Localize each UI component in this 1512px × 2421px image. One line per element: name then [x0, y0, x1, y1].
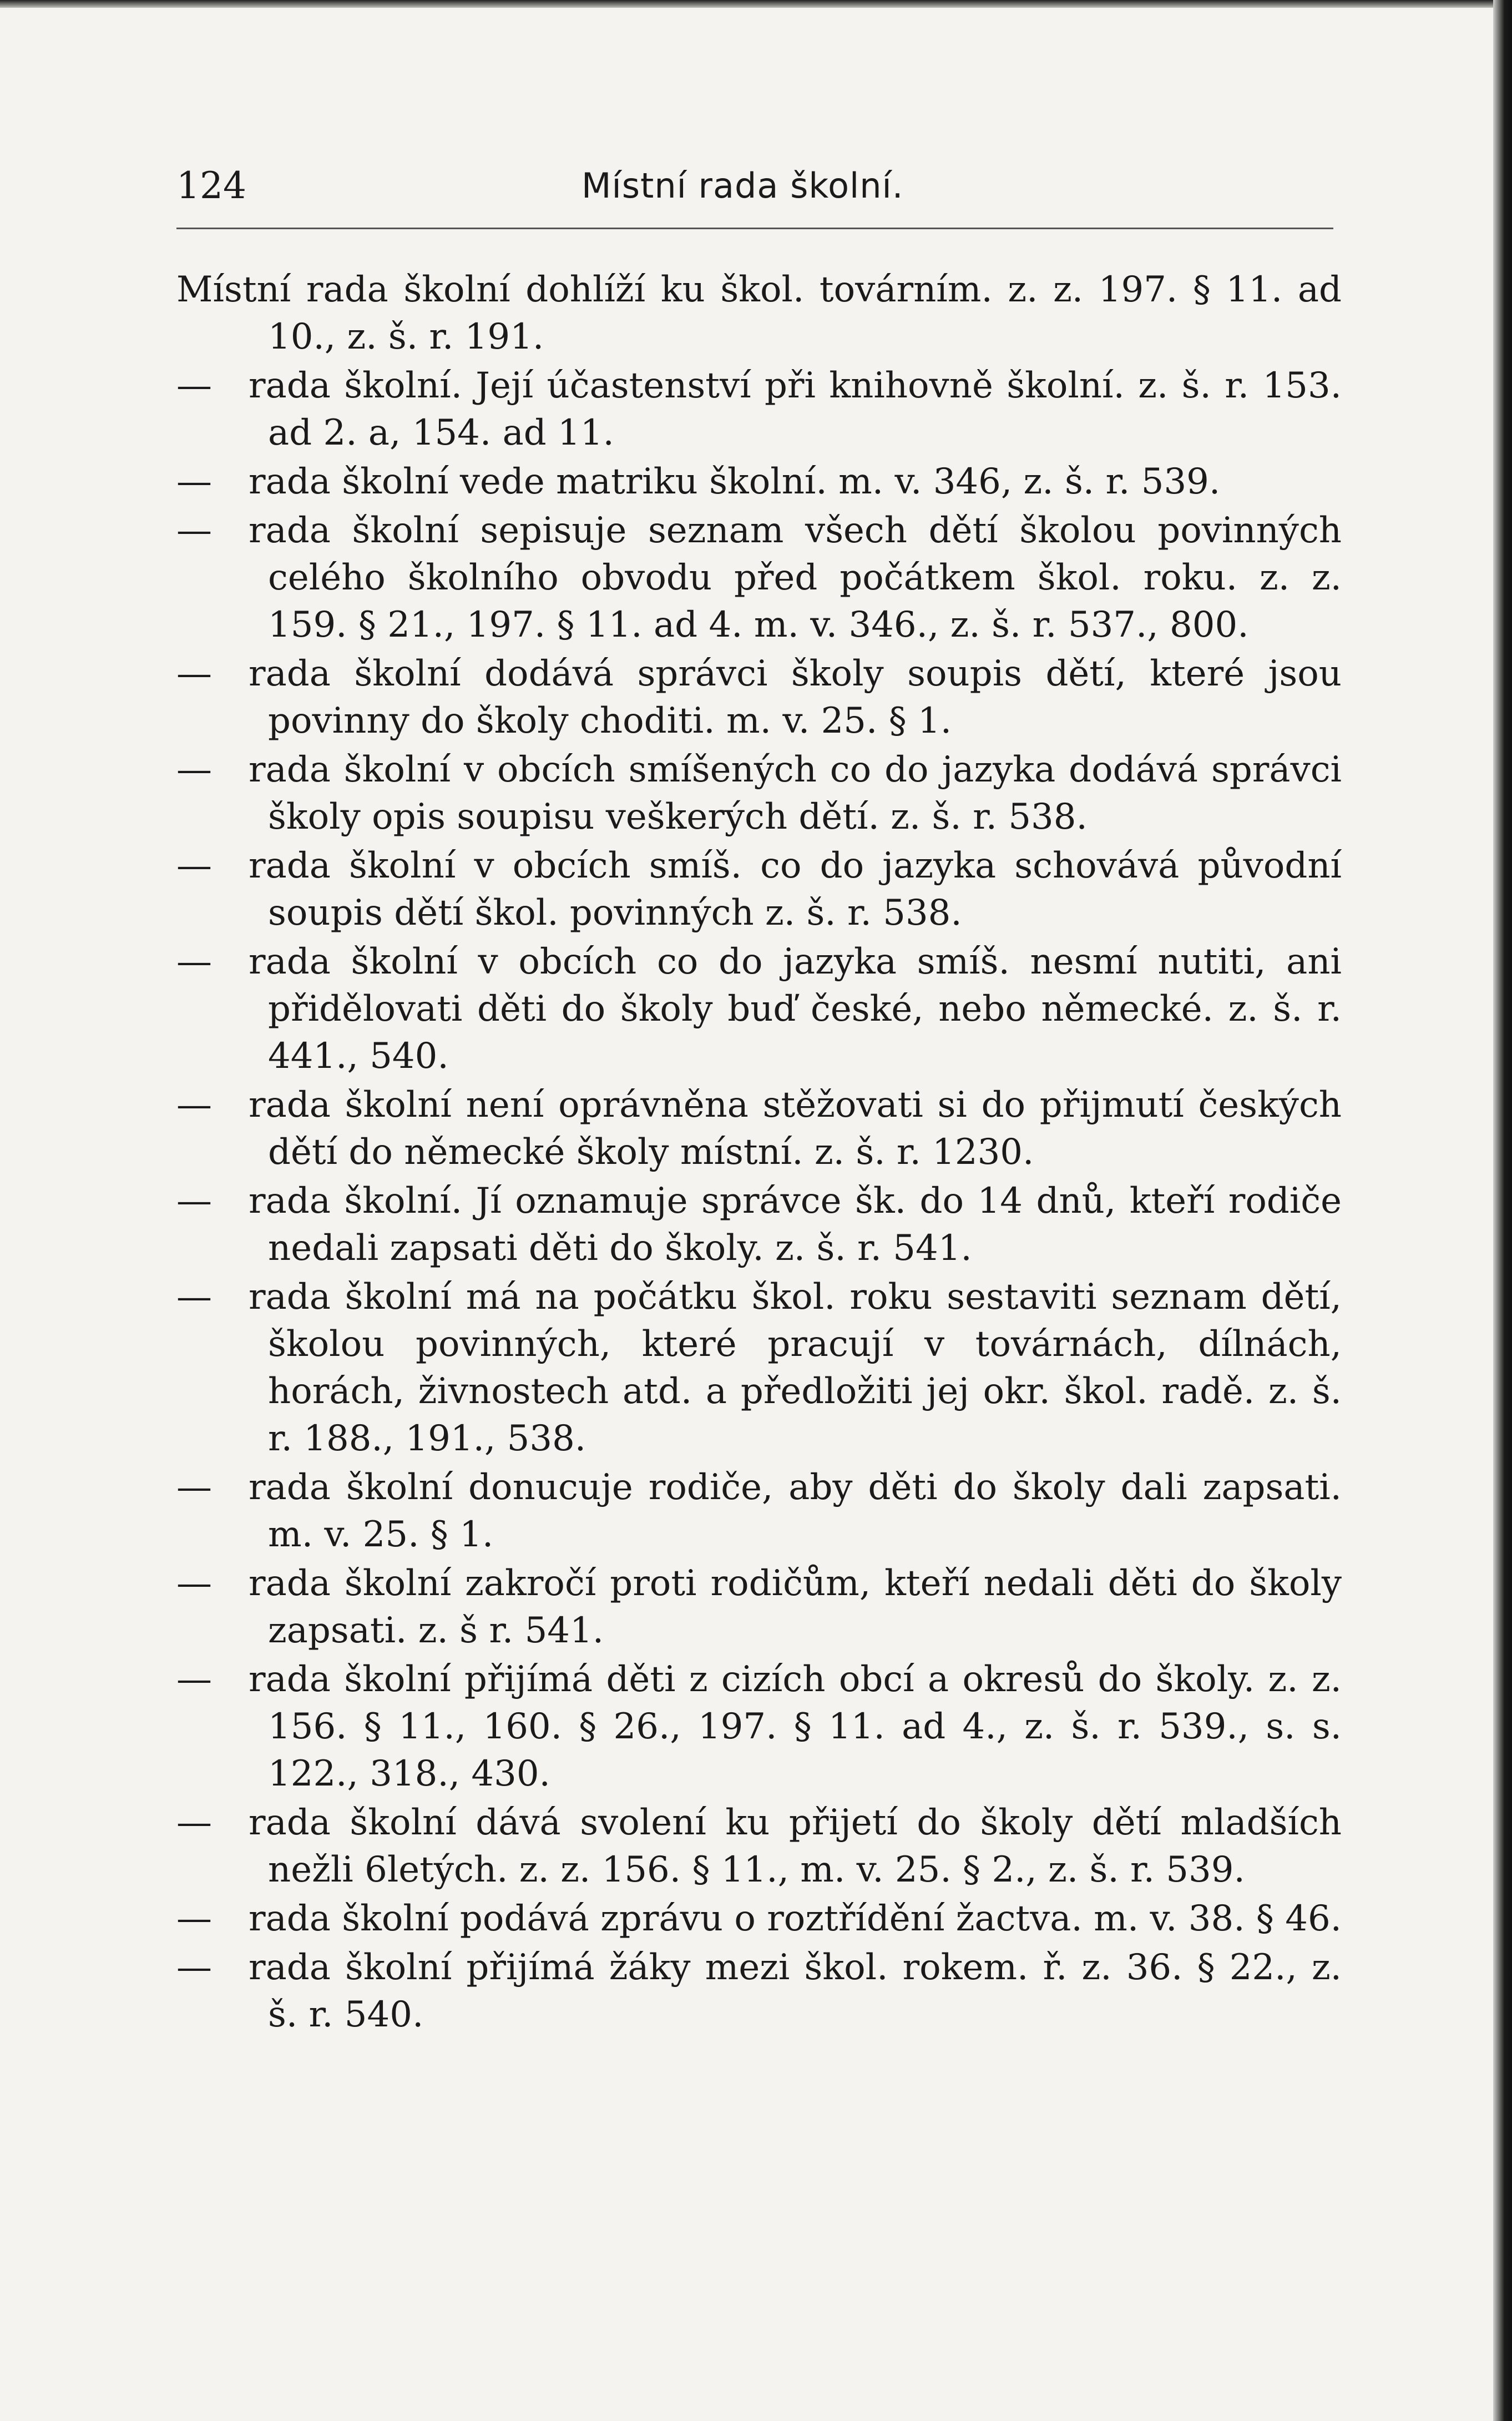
entry-dash: — — [176, 749, 212, 790]
entry-text: rada školní má na počátku škol. roku sestaviti seznam dětí, školou povinných, které pracují v továrnách, dílnách, horách, živnostech atd. a předložiti jej okr. škol. radě. z. š. r. 188., 191., 538. — [249, 1277, 1342, 1459]
entry-text: rada školní přijímá děti z cizích obcí a okresů do školy. z. z. 156. § 11., 160. § 26., 197. § 11. ad 4., z. š. r. 539., s. s. 122., 318., 430. — [249, 1659, 1342, 1794]
entry-text: rada školní. Jí oznamuje správce šk. do 14 dnů, kteří rodiče nedali zapsati děti do školy. z. š. r. 541. — [249, 1181, 1342, 1269]
entry-text: rada školní v obcích co do jazyka smíš. nesmí nutiti, ani přidělovati děti do školy buď české, nebo německé. z. š. r. 441., 540. — [249, 941, 1342, 1077]
entry-text: rada školní v obcích smíš. co do jazyka schovává původní soupis dětí škol. povinných z. š. r. 538. — [249, 845, 1342, 934]
index-entry — [176, 266, 1342, 361]
entry-text: rada školní zakročí proti rodičům, kteří nedali děti do školy zapsati. z. š r. 541. — [249, 1563, 1342, 1651]
entry-dash: — — [176, 1659, 212, 1700]
entry-dash: — — [176, 365, 212, 406]
entry-dash: — — [176, 1802, 212, 1843]
entry-dash: — — [176, 461, 212, 502]
index-entry — [176, 939, 1342, 1080]
entry-text: Místní rada školní dohlíží ku škol. továrním. z. z. 197. § 11. ad 10., z. š. r. 191. — [176, 269, 1342, 357]
entry-dash: — — [176, 1947, 212, 1988]
entry-dash: — — [176, 845, 212, 886]
index-entry — [176, 650, 1342, 745]
running-title: Místní rada školní. — [581, 165, 904, 206]
entry-text: rada školní donucuje rodiče, aby děti do školy dali zapsati. m. v. 25. § 1. — [249, 1467, 1342, 1555]
index-entry — [176, 1656, 1342, 1798]
index-entry — [176, 507, 1342, 649]
entry-dash: — — [176, 510, 212, 551]
entry-text: rada školní v obcích smíšených co do jazyka dodává správci školy opis soupisu veškerých dětí. z. š. r. 538. — [249, 749, 1342, 838]
page-top-edge — [0, 0, 1512, 8]
entry-text: rada školní přijímá žáky mezi škol. rokem. ř. z. 36. § 22., z. š. r. 540. — [249, 1947, 1342, 2035]
entry-dash: — — [176, 941, 212, 982]
header-rule — [176, 228, 1333, 229]
entry-text: rada školní dodává správci školy soupis dětí, které jsou povinny do školy choditi. m. v. 25. § 1. — [249, 653, 1342, 742]
entry-dash: — — [176, 1563, 212, 1604]
entry-dash: — — [176, 1277, 212, 1318]
entry-text: rada školní dává svolení ku přijetí do školy dětí mladších nežli 6letých. z. z. 156. § 11., m. v. 25. § 2., z. š. r. 539. — [249, 1802, 1342, 1890]
index-entry — [176, 1895, 1342, 1943]
entry-dash: — — [176, 653, 212, 694]
entry-text: rada školní není oprávněna stěžovati si do přijmutí českých dětí do německé školy místní. z. š. r. 1230. — [249, 1085, 1342, 1173]
page-number: 124 — [176, 164, 246, 207]
index-entry — [176, 1178, 1342, 1272]
page-header — [176, 158, 1333, 214]
entry-text: rada školní. Její účastenství při knihovně školní. z. š. r. 153. ad 2. a, 154. ad 11. — [249, 365, 1342, 453]
index-entry — [176, 747, 1342, 841]
entry-dash: — — [176, 1898, 212, 1939]
index-entry — [176, 362, 1342, 457]
entry-dash: — — [176, 1085, 212, 1126]
entry-text: rada školní podává zprávu o roztřídění žactva. m. v. 38. § 46. — [249, 1898, 1342, 1939]
index-entry — [176, 1082, 1342, 1176]
index-entry — [176, 1944, 1342, 2039]
index-entry — [176, 1560, 1342, 1655]
index-entry — [176, 458, 1342, 506]
entry-dash: — — [176, 1181, 212, 1222]
index-entries — [176, 266, 1342, 2040]
index-entry — [176, 1464, 1342, 1558]
entry-text: rada školní sepisuje seznam všech dětí školou povinných celého školního obvodu před počátkem škol. roku. z. z. 159. § 21., 197. § 11. ad 4. m. v. 346., z. š. r. 537., 800. — [249, 510, 1342, 645]
index-entry — [176, 843, 1342, 937]
entry-dash: — — [176, 1467, 212, 1508]
index-entry — [176, 1274, 1342, 1462]
page-right-edge — [1493, 0, 1512, 2421]
index-entry — [176, 1799, 1342, 1894]
entry-text: rada školní vede matriku školní. m. v. 346, z. š. r. 539. — [249, 461, 1221, 502]
